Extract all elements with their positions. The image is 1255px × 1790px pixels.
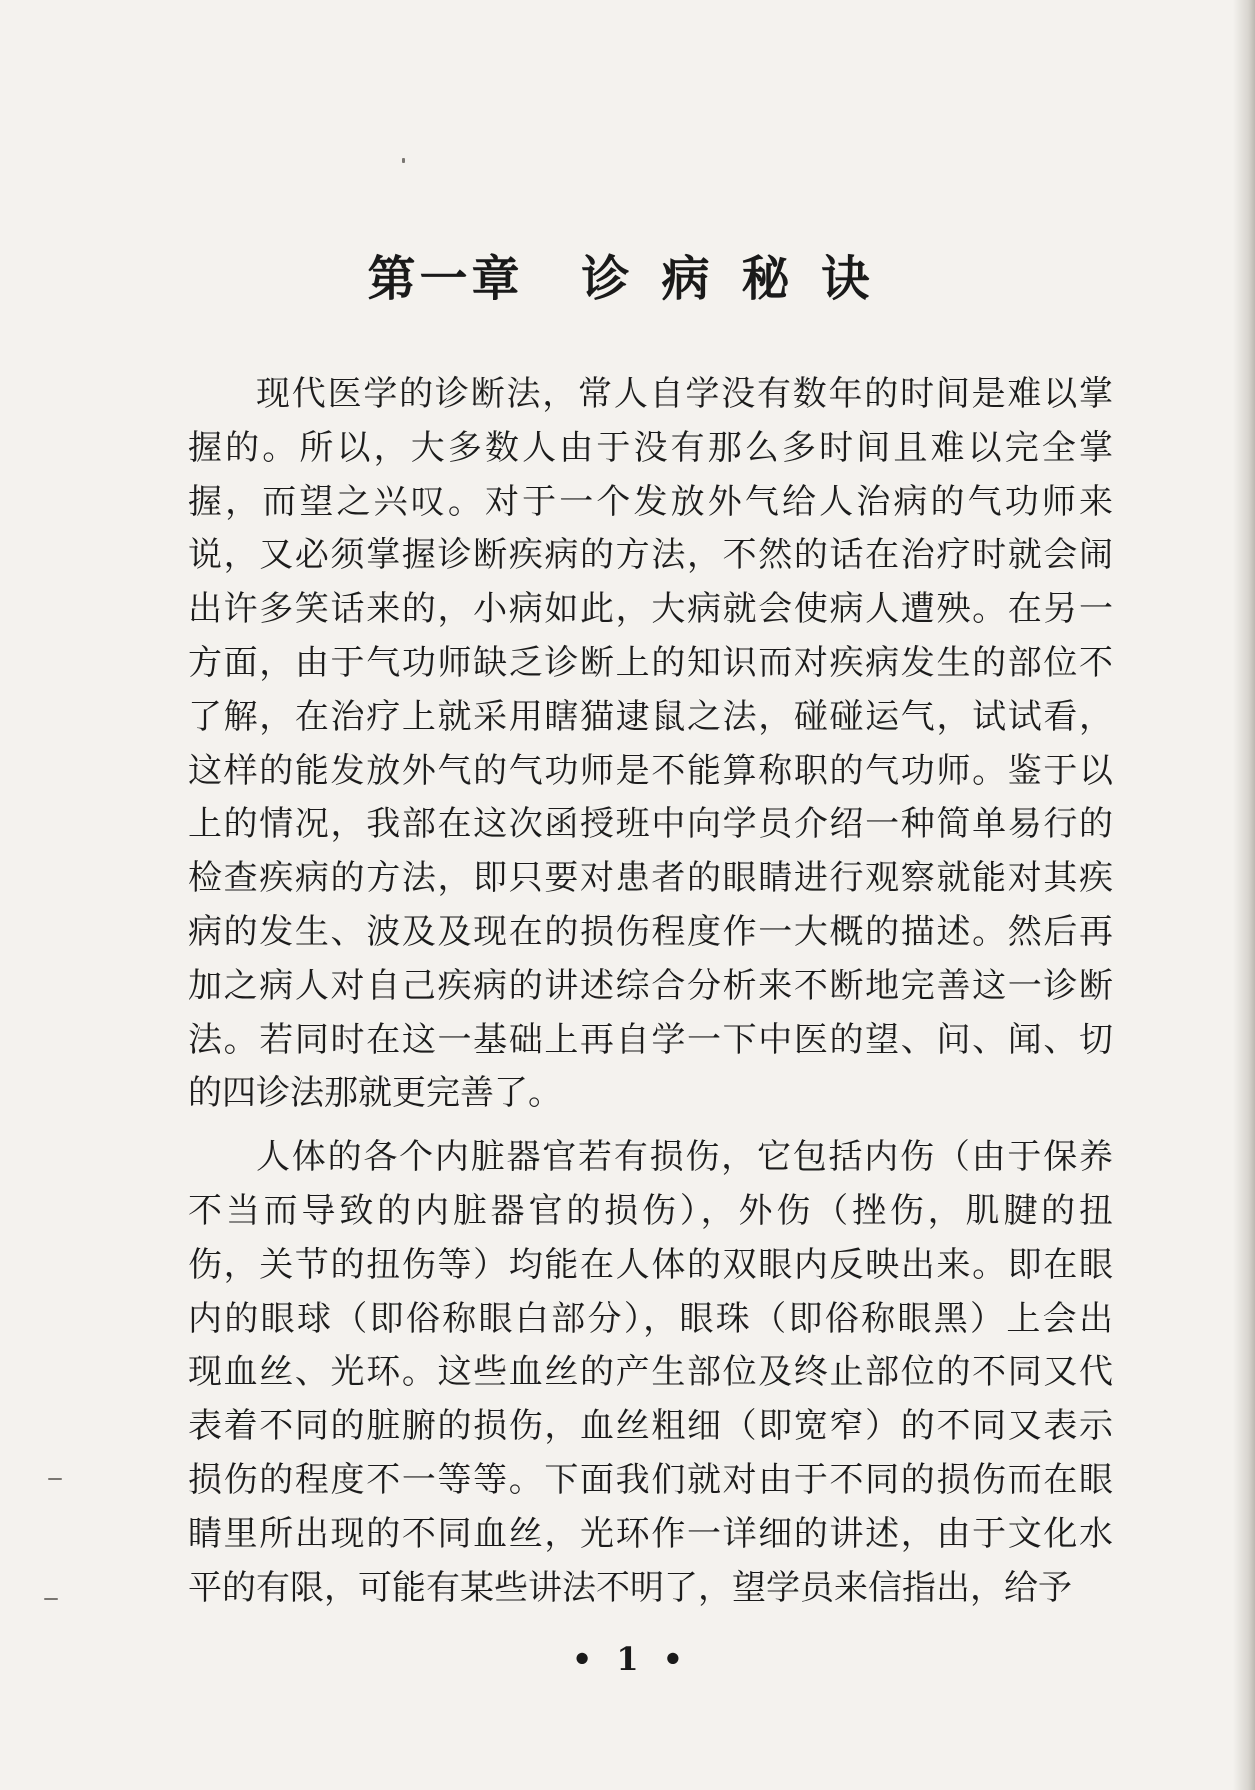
- text-line: 说，又必须掌握诊断疾病的方法，不然的话在治疗时就会闹: [188, 535, 1113, 576]
- text-line: 睛里所出现的不同血丝，光环作一详细的讲述，由于文化水: [188, 1513, 1113, 1554]
- scan-speck: [48, 1478, 62, 1480]
- text-line: 平的有限，可能有某些讲法不明了，望学员来信指出，给予: [188, 1567, 1072, 1608]
- text-line: 人体的各个内脏器官若有损伤，它包括内伤（由于保养: [256, 1137, 1113, 1178]
- text-line: 握的。所以，大多数人由于没有那么多时间且难以完全掌: [188, 427, 1113, 468]
- page-number: • 1 •: [571, 1640, 684, 1678]
- text-line: 检查疾病的方法，即只要对患者的眼睛进行观察就能对其疾: [188, 858, 1113, 899]
- text-line: 表着不同的脏腑的损伤，血丝粗细（即宽窄）的不同又表示: [188, 1406, 1113, 1447]
- scan-speck: [402, 158, 405, 163]
- text-line: 现代医学的诊断法，常人自学没有数年的时间是难以掌: [256, 374, 1113, 414]
- text-line: 法。若同时在这一基础上再自学一下中医的望、问、闻、切: [188, 1019, 1113, 1060]
- text-line: 病的发生、波及及现在的损伤程度作一大概的描述。然后再: [188, 911, 1113, 952]
- chapter-title: [0, 240, 1255, 309]
- page-number-value: 1: [616, 1640, 639, 1678]
- paragraph: [188, 368, 1113, 1121]
- text-line: 损伤的程度不一等等。下面我们就对由于不同的损伤而在眼: [188, 1459, 1113, 1500]
- scan-speck: [44, 1598, 58, 1600]
- paragraph: [188, 1131, 1113, 1615]
- text-line: 现血丝、光环。这些血丝的产生部位及终止部位的不同又代: [188, 1352, 1113, 1393]
- text-line: 了解，在治疗上就采用瞎猫逮鼠之法，碰碰运气，试试看，: [188, 696, 1113, 737]
- body-text: [188, 368, 1113, 1615]
- text-line: 加之病人对自己疾病的讲述综合分析来不断地完善这一诊断: [188, 965, 1113, 1006]
- text-line: 不当而导致的内脏器官的损伤），外伤（挫伤，肌腱的扭: [188, 1190, 1113, 1231]
- chapter-label: 第一章: [367, 251, 524, 307]
- title-char: 诀: [821, 251, 874, 307]
- text-line: 这样的能发放外气的气功师是不能算称职的气功师。鉴于以: [188, 750, 1113, 791]
- text-line: 的四诊法那就更完善了。: [188, 1073, 562, 1114]
- text-line: 内的眼球（即俗称眼白部分），眼珠（即俗称眼黑）上会出: [188, 1298, 1113, 1339]
- title-char: 秘: [741, 251, 794, 307]
- title-char: 病: [661, 251, 714, 307]
- text-line: 出许多笑话来的，小病如此，大病就会使病人遭殃。在另一: [188, 589, 1113, 630]
- text-line: 握，而望之兴叹。对于一个发放外气给人治病的气功师来: [188, 481, 1113, 522]
- title-char: 诊: [581, 251, 634, 307]
- text-line: 上的情况，我部在这次函授班中向学员介绍一种简单易行的: [188, 804, 1113, 845]
- text-line: 方面，由于气功师缺乏诊断上的知识而对疾病发生的部位不: [188, 642, 1113, 683]
- text-line: 伤，关节的扭伤等）均能在人体的双眼内反映出来。即在眼: [188, 1244, 1113, 1285]
